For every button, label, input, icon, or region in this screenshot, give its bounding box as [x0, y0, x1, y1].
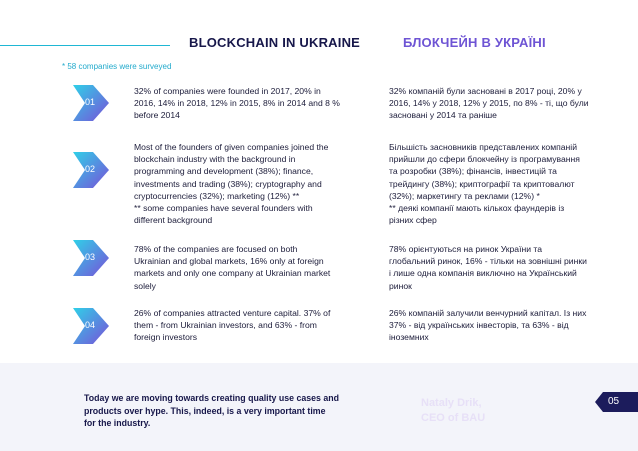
item-text-english	[134, 141, 366, 226]
header-rule	[0, 45, 170, 46]
tag-notch-icon	[595, 392, 603, 412]
text-line: cryptocurrencies (32%); marketing (12%) **	[134, 190, 300, 201]
text-line: ринок	[389, 280, 412, 291]
text-line: 78% of the companies are focused on both	[134, 244, 298, 254]
text-line: before 2014	[134, 110, 180, 121]
text-line: solely	[134, 280, 156, 291]
text-line: трейдингу (38%); криптографії та криптовалют	[389, 178, 575, 189]
title-ukrainian: БЛОКЧЕЙН В УКРАЇНІ	[403, 35, 546, 50]
text-line: blockchain industry with the background in	[134, 154, 296, 165]
text-line: засновані у 2014 та раніше	[389, 110, 497, 121]
text-line: 26% компаній залучили венчурний капітал. Із них	[389, 308, 587, 318]
text-line: 26% of companies attracted venture capital. 37% of	[134, 308, 331, 318]
text-line: прийшли до сфери блокчейну із програмування	[389, 154, 580, 165]
text-line: різних сфер	[389, 215, 437, 226]
text-line: і лише одна компанія виключно на Український	[389, 268, 577, 279]
text-line: 37% - від українських інвесторів, та 63% - від	[389, 320, 569, 331]
footer-quote	[84, 392, 384, 430]
item-number: 04	[85, 320, 96, 330]
text-line: 78% орієнтуються на ринок України та	[389, 244, 543, 254]
title-english: BLOCKCHAIN IN UKRAINE	[189, 35, 361, 50]
item-number: 03	[85, 252, 96, 262]
item-number-badge	[71, 306, 111, 346]
item-text-ukrainian	[389, 307, 621, 344]
quote-line: for the industry.	[84, 418, 151, 429]
text-line: them - from Ukrainian investors, and 63% - from	[134, 320, 317, 331]
item-number-badge	[71, 83, 111, 123]
text-line: programming and development (38%); finance,	[134, 166, 314, 177]
item-text-ukrainian	[389, 243, 621, 292]
text-line: investments and trading (38%); cryptography and	[134, 178, 322, 189]
item-text-english	[134, 243, 366, 292]
quote-line: Today we are moving towards creating quality use cases and	[84, 393, 340, 403]
item-number: 02	[85, 164, 96, 174]
item-text-english	[134, 307, 366, 344]
text-line: іноземних	[389, 332, 429, 343]
text-line: 32% компаній були засновані в 2017 році, 20% у	[389, 86, 582, 96]
page-number: 05	[608, 396, 620, 407]
text-line: (32%); маркетингу та реклами (12%) *	[389, 190, 540, 201]
item-number-badge	[71, 238, 111, 278]
text-line: 32% of companies were founded in 2017, 20% in	[134, 86, 321, 96]
item-text-ukrainian	[389, 141, 621, 226]
text-line: different background	[134, 215, 213, 226]
quote-author	[421, 396, 485, 426]
quote-line: products over hype. This, indeed, is a very important time	[84, 405, 326, 416]
author-name: Nataly Drik,	[421, 397, 482, 409]
text-line: markets and only one company at Ukrainian market	[134, 268, 331, 279]
page-number-tag	[603, 392, 638, 412]
text-line: глобальний ринок, 16% - тільки на зовнішні ринки	[389, 256, 587, 267]
text-line: 2016, 14% in 2018, 12% in 2015, 8% in 2014 and 8 %	[134, 98, 340, 109]
survey-footnote: * 58 companies were surveyed	[62, 62, 172, 71]
text-line: foreign investors	[134, 332, 198, 343]
text-line: Більшість засновників представлених компаній	[389, 142, 577, 152]
text-line: Ukrainian and global markets, 16% only at foreign	[134, 256, 324, 267]
text-line: ** деякі компанії мають кількох фаундерів із	[389, 203, 565, 214]
item-text-ukrainian	[389, 85, 621, 122]
item-number: 01	[85, 97, 96, 107]
author-title: CEO of BAU	[421, 412, 486, 424]
item-number-badge	[71, 150, 111, 190]
text-line: та розробки (38%); фінансів, інвестицій та	[389, 166, 557, 177]
item-text-english	[134, 85, 366, 122]
text-line: Most of the founders of given companies joined the	[134, 142, 329, 152]
text-line: 2016, 14% у 2018, 12% у 2015, по 8% - ті, що були	[389, 98, 589, 109]
text-line: ** some companies have several founders with	[134, 203, 313, 214]
